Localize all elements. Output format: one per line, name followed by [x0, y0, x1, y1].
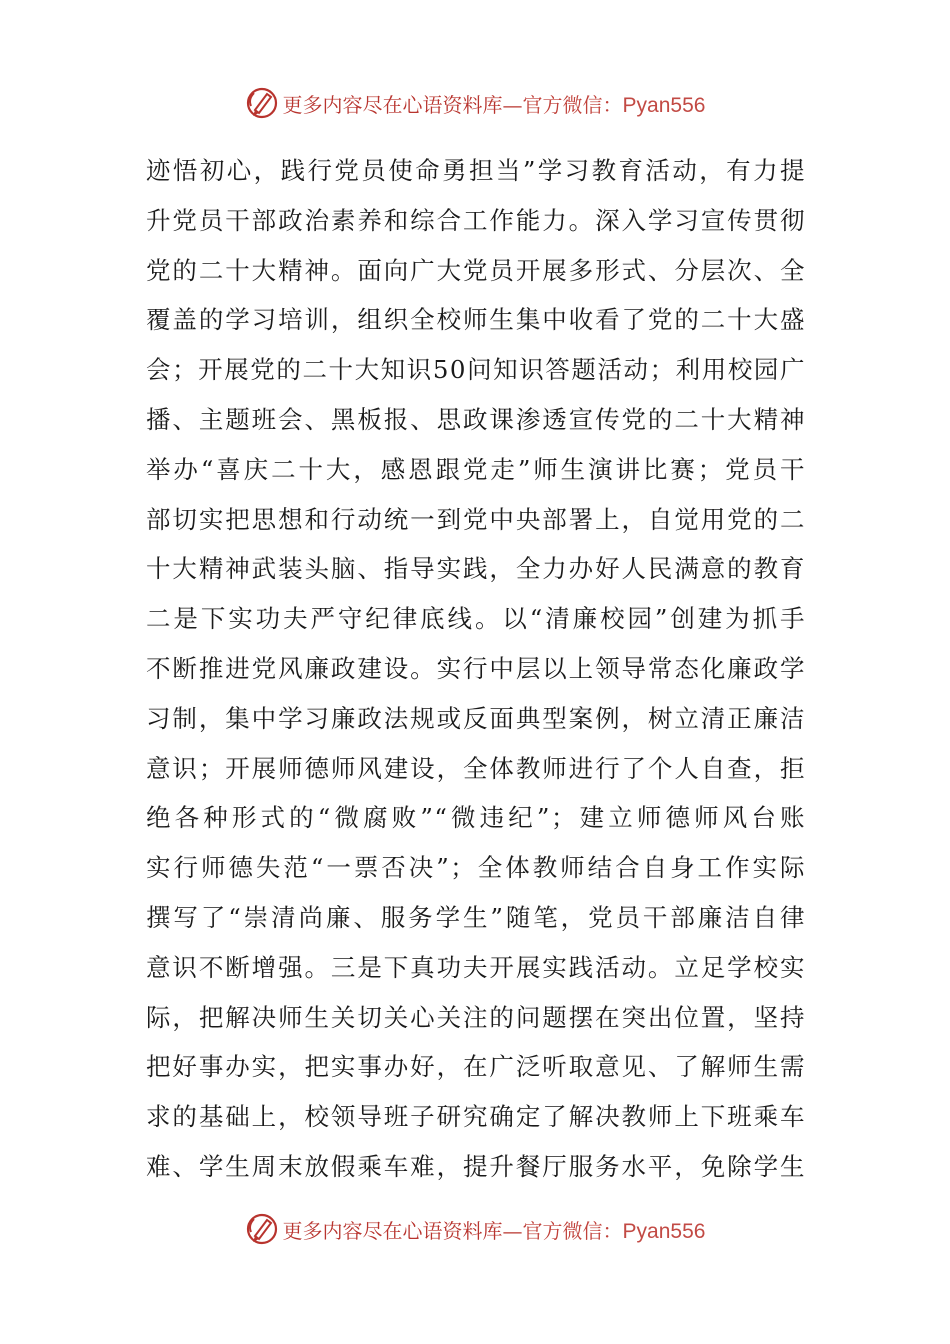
- text-line: 二是下实功夫严守纪律底线。以“清廉校园”创建为抓手: [146, 604, 806, 634]
- header-banner[interactable]: [0, 83, 950, 123]
- banner-account: Pyan556: [622, 93, 706, 117]
- banner-separator: —: [502, 1218, 523, 1243]
- text-line: 升党员干部政治素养和综合工作能力。深入学习宣传贯彻: [146, 205, 806, 235]
- text-line: 不断推进党风廉政建设。实行中层以上领导常态化廉政学: [146, 653, 806, 683]
- banner-text: [283, 89, 706, 118]
- text-line: 绝各种形式的“微腐败”“微违纪”；建立师德师风台账: [146, 803, 806, 833]
- text-line: 部切实把思想和行动统一到党中央部署上，自觉用党的二: [146, 504, 806, 534]
- text-line: 难、学生周末放假乘车难，提升餐厅服务水平，免除学生: [146, 1151, 806, 1181]
- banner-wechat-label: 官方微信：: [522, 92, 623, 117]
- text-line: 会；开展党的二十大知识50问知识答题活动；利用校园广: [146, 355, 806, 385]
- footer-banner[interactable]: [0, 1209, 950, 1249]
- text-line: 覆盖的学习培训，组织全校师生集中收看了党的二十大盛: [146, 305, 806, 335]
- text-line: 求的基础上，校领导班子研究确定了解决教师上下班乘车: [146, 1102, 806, 1132]
- banner-account: Pyan556: [622, 1219, 706, 1243]
- text-line: 意识；开展师德师风建设，全体教师进行了个人自查，拒: [146, 753, 806, 783]
- text-line: 迹悟初心，践行党员使命勇担当”学习教育活动，有力提: [146, 156, 806, 185]
- banner-wechat-label: 官方微信：: [522, 1218, 623, 1243]
- banner-text: [283, 1215, 706, 1244]
- text-line: 撰写了“崇清尚廉、服务学生”随笔，党员干部廉洁自律: [146, 902, 806, 932]
- banner-separator: —: [502, 92, 523, 117]
- body-text: [146, 146, 806, 1192]
- text-line: 十大精神武装头脑、指导实践，全力办好人民满意的教育: [146, 554, 806, 584]
- text-line: 举办“喜庆二十大，感恩跟党走”师生演讲比赛；党员干: [146, 454, 806, 484]
- banner-site-name: 更多内容尽在心语资料库: [282, 92, 503, 117]
- text-line: 党的二十大精神。面向广大党员开展多形式、分层次、全: [146, 255, 806, 285]
- text-line: 习制，集中学习廉政法规或反面典型案例，树立清正廉洁: [146, 703, 806, 733]
- text-line: 际，把解决师生关切关心关注的问题摆在突出位置，坚持: [146, 1002, 806, 1032]
- text-line: 实行师德失范“一票否决”；全体教师结合自身工作实际: [146, 853, 806, 883]
- text-line: 把好事办实，把实事办好，在广泛听取意见、了解师生需: [146, 1052, 806, 1082]
- banner-site-name: 更多内容尽在心语资料库: [282, 1218, 503, 1243]
- text-line: 意识不断增强。三是下真功夫开展实践活动。立足学校实: [146, 952, 806, 982]
- pen-logo-icon: [245, 86, 279, 120]
- text-line: 播、主题班会、黑板报、思政课渗透宣传党的二十大精神: [146, 404, 806, 434]
- pen-logo-icon: [245, 1212, 279, 1246]
